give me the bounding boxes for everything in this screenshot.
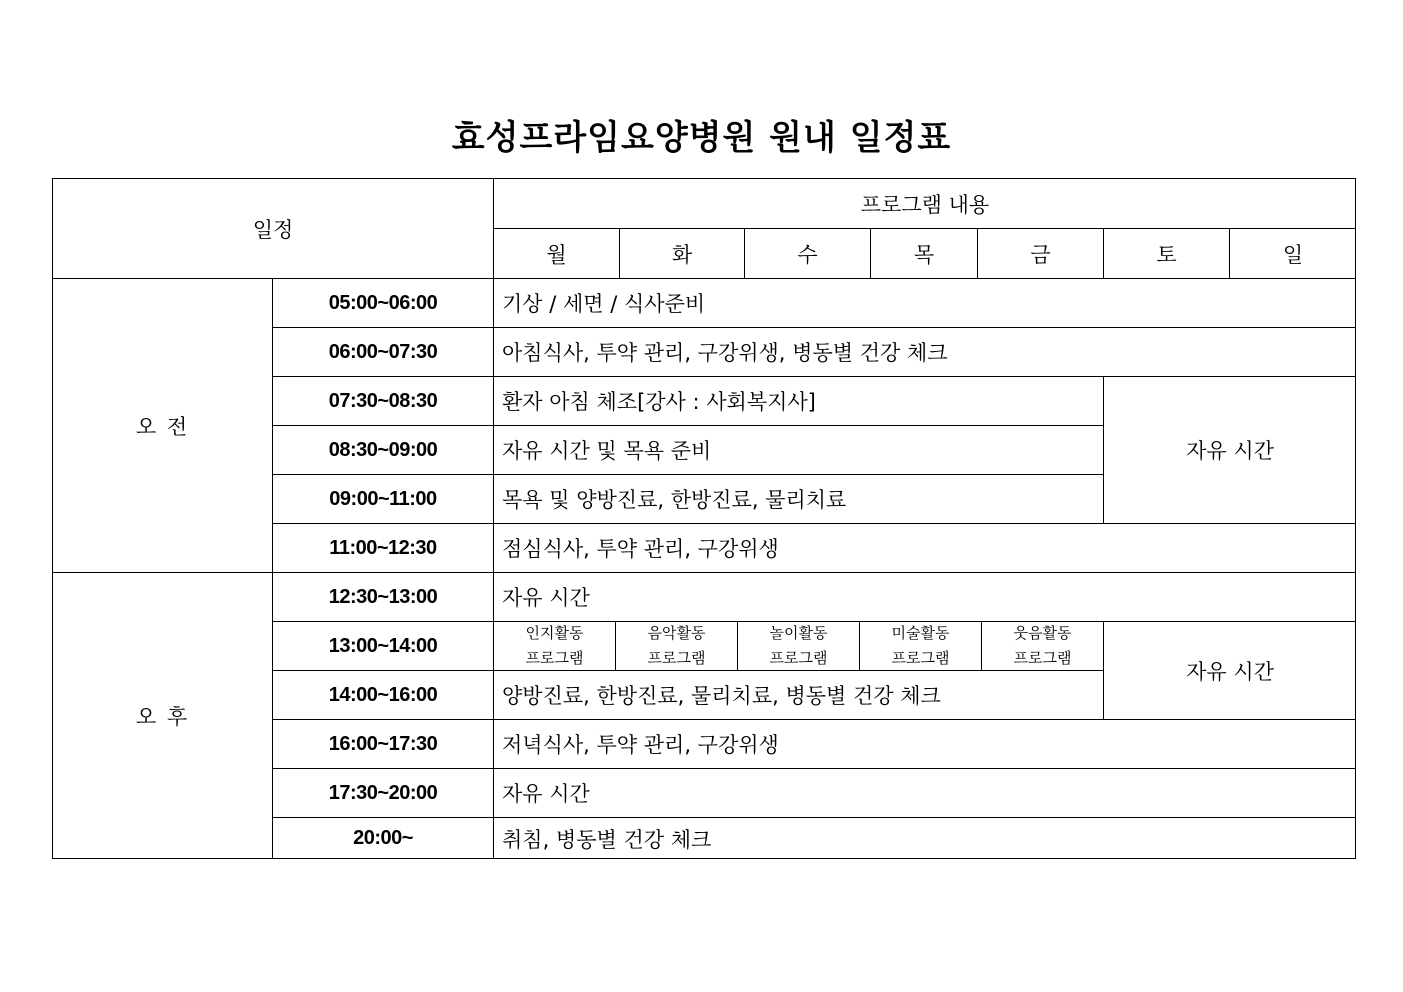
activity-cell: 자유 시간 및 목욕 준비 [494, 426, 1104, 475]
activity-cell: 기상 / 세면 / 식사준비 [494, 279, 1356, 328]
time-cell: 17:30~20:00 [273, 769, 494, 818]
time-cell: 12:30~13:00 [273, 573, 494, 622]
program-art [860, 621, 982, 671]
program-cognitive [494, 621, 616, 671]
program-label: 프로그램 [769, 649, 828, 667]
time-cell: 09:00~11:00 [273, 475, 494, 524]
program-label: 프로그램 [891, 649, 950, 667]
program-label: 프로그램 [647, 649, 706, 667]
activity-cell: 자유 시간 [494, 769, 1356, 818]
activity-cell: 자유 시간 [494, 573, 1356, 622]
time-cell: 16:00~17:30 [273, 720, 494, 769]
time-cell: 08:30~09:00 [273, 426, 494, 475]
day-header-fri: 금 [978, 229, 1104, 279]
activity-programs [494, 622, 1104, 671]
time-cell: 06:00~07:30 [273, 328, 494, 377]
activity-cell: 점심식사, 투약 관리, 구강위생 [494, 524, 1356, 573]
weekend-free-time-pm: 자유 시간 [1104, 622, 1356, 720]
period-am: 오 전 [53, 279, 273, 573]
day-header-sat: 토 [1104, 229, 1230, 279]
program-laughter [982, 621, 1103, 671]
activity-cell: 취침, 병동별 건강 체크 [502, 827, 712, 852]
page-title: 효성프라임요양병원 원내 일정표 [451, 118, 952, 158]
program-label: 미술활동 [891, 624, 950, 642]
time-cell: 13:00~14:00 [273, 622, 494, 671]
activity-cell: 목욕 및 양방진료, 한방진료, 물리치료 [494, 475, 1104, 524]
time-cell: 20:00~ [273, 818, 494, 859]
day-header-mon: 월 [494, 229, 620, 279]
period-pm: 오 후 [53, 573, 273, 859]
activity-cell: 양방진료, 한방진료, 물리치료, 병동별 건강 체크 [494, 671, 1104, 720]
day-header-thu: 목 [871, 229, 978, 279]
program-label: 프로그램 [525, 649, 584, 667]
time-cell: 05:00~06:00 [273, 279, 494, 328]
day-header-sun: 일 [1230, 229, 1356, 279]
program-label: 웃음활동 [1013, 624, 1072, 642]
time-cell: 14:00~16:00 [273, 671, 494, 720]
day-header-tue: 화 [620, 229, 745, 279]
program-content-header: 프로그램 내용 [494, 179, 1356, 229]
activity-cell: 환자 아침 체조[강사 : 사회복지사] [494, 377, 1104, 426]
time-cell: 07:30~08:30 [273, 377, 494, 426]
program-label: 인지활동 [525, 624, 584, 642]
schedule-header: 일정 [53, 179, 494, 279]
schedule-table [52, 178, 1356, 859]
day-header-wed: 수 [745, 229, 871, 279]
program-play [738, 621, 860, 671]
time-cell: 11:00~12:30 [273, 524, 494, 573]
activity-cell: 아침식사, 투약 관리, 구강위생, 병동별 건강 체크 [494, 328, 1356, 377]
program-label: 프로그램 [1013, 649, 1072, 667]
weekend-free-time-am: 자유 시간 [1104, 377, 1356, 524]
program-music [616, 621, 738, 671]
program-label: 놀이활동 [769, 624, 828, 642]
program-label: 음악활동 [647, 624, 706, 642]
activity-cell: 저녁식사, 투약 관리, 구강위생 [494, 720, 1356, 769]
